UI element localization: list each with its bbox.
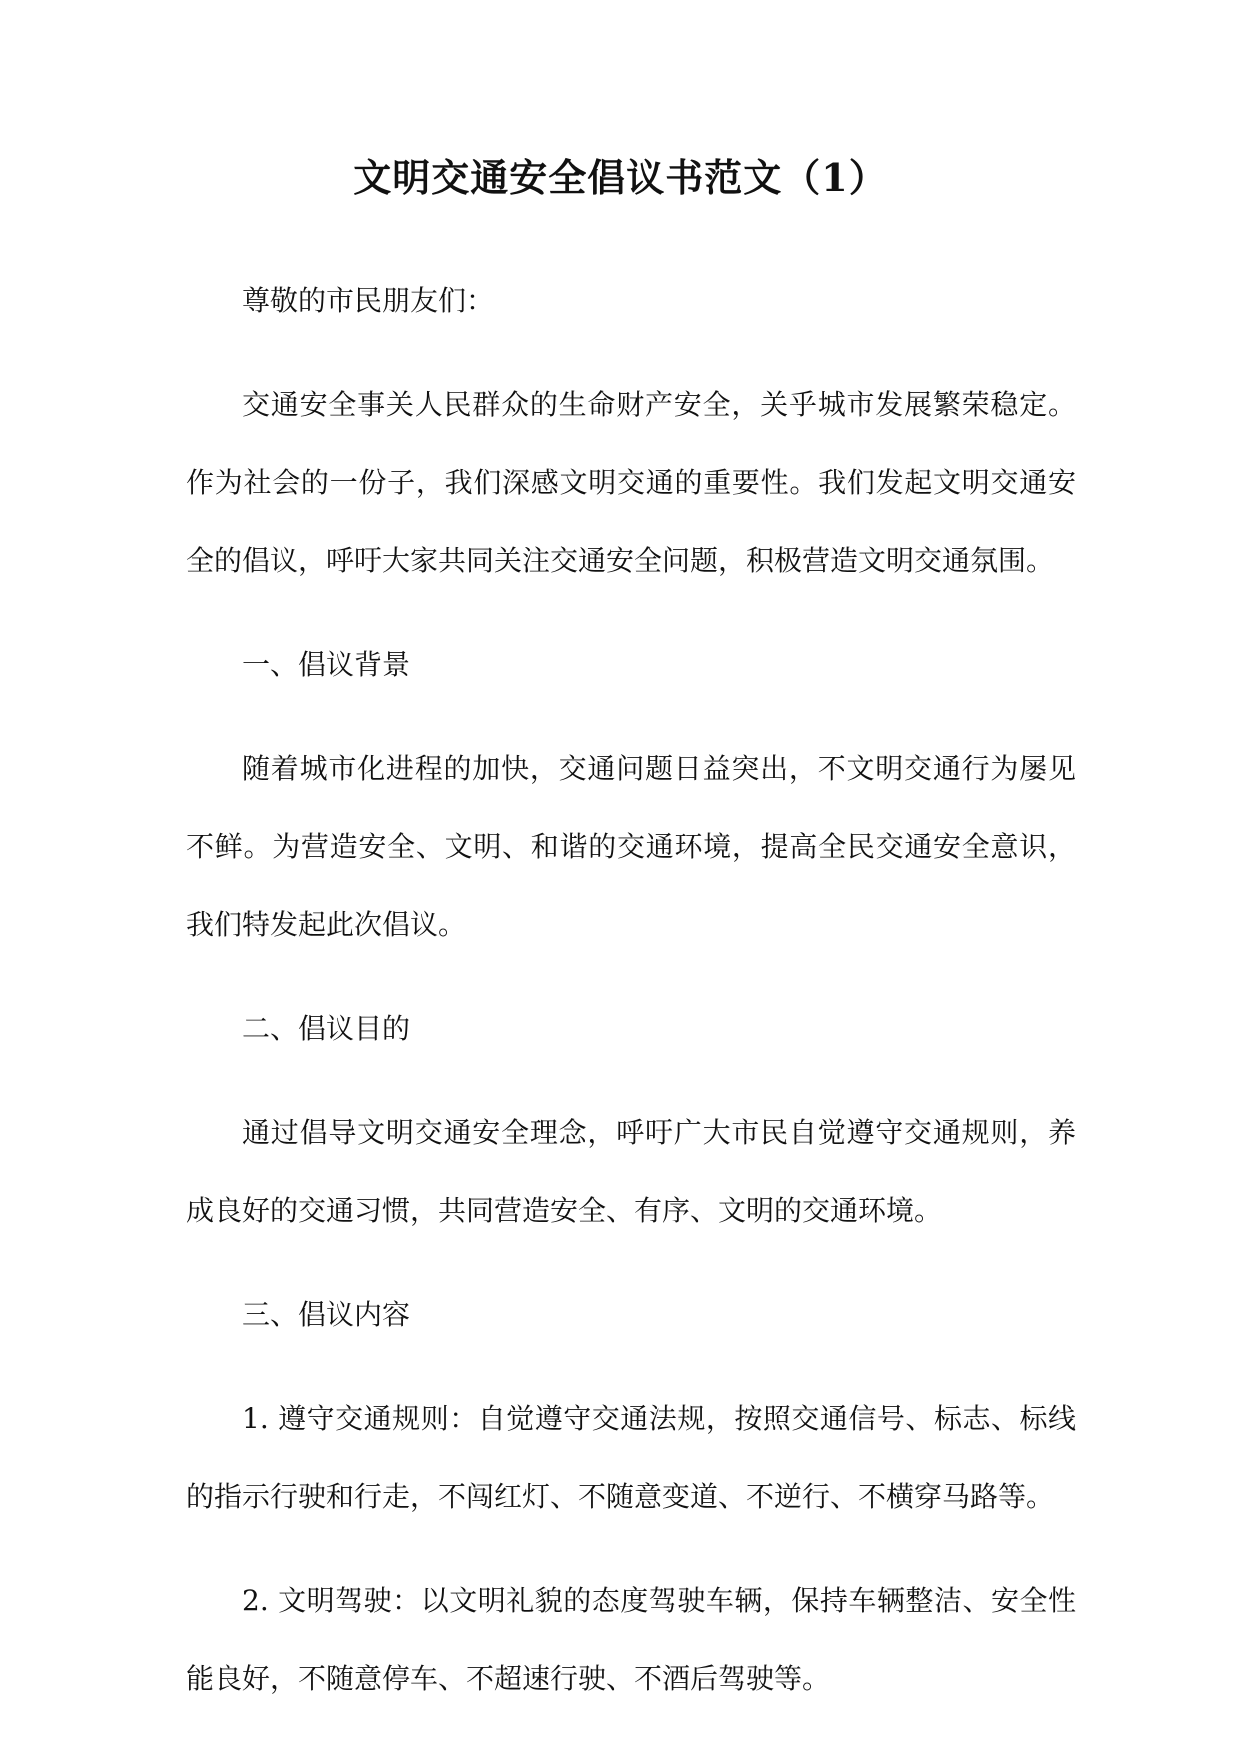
document-title: 文明交通安全倡议书范文（1） [353, 155, 888, 200]
section-text-purpose: 通过倡导文明交通安全理念，呼吁广大市民自觉遵守交通规则，养成良好的交通习惯，共同营造安全、有序、文明的交通环境。 [186, 1116, 1076, 1227]
document-body [186, 262, 1076, 1744]
greeting-paragraph: 尊敬的市民朋友们： [242, 284, 495, 317]
section-heading-background: 一、倡议背景 [242, 648, 411, 681]
section-heading-content: 三、倡议内容 [242, 1298, 411, 1331]
section-text-background: 随着城市化进程的加快，交通问题日益突出，不文明交通行为屡见不鲜。为营造安全、文明、和谐的交通环境，提高全民交通安全意识，我们特发起此次倡议。 [186, 752, 1076, 941]
content-item-2: 2. 文明驾驶：以文明礼貌的态度驾驶车辆，保持车辆整洁、安全性能良好，不随意停车、不超速行驶、不酒后驾驶等。 [186, 1584, 1076, 1695]
section-heading-purpose: 二、倡议目的 [242, 1012, 411, 1045]
intro-paragraph: 交通安全事关人民群众的生命财产安全，关乎城市发展繁荣稳定。作为社会的一份子，我们深感文明交通的重要性。我们发起文明交通安全的倡议，呼吁大家共同关注交通安全问题，积极营造文明交通氛围。 [186, 388, 1076, 577]
content-item-1: 1. 遵守交通规则：自觉遵守交通法规，按照交通信号、标志、标线的指示行驶和行走，不闯红灯、不随意变道、不逆行、不横穿马路等。 [186, 1402, 1076, 1513]
